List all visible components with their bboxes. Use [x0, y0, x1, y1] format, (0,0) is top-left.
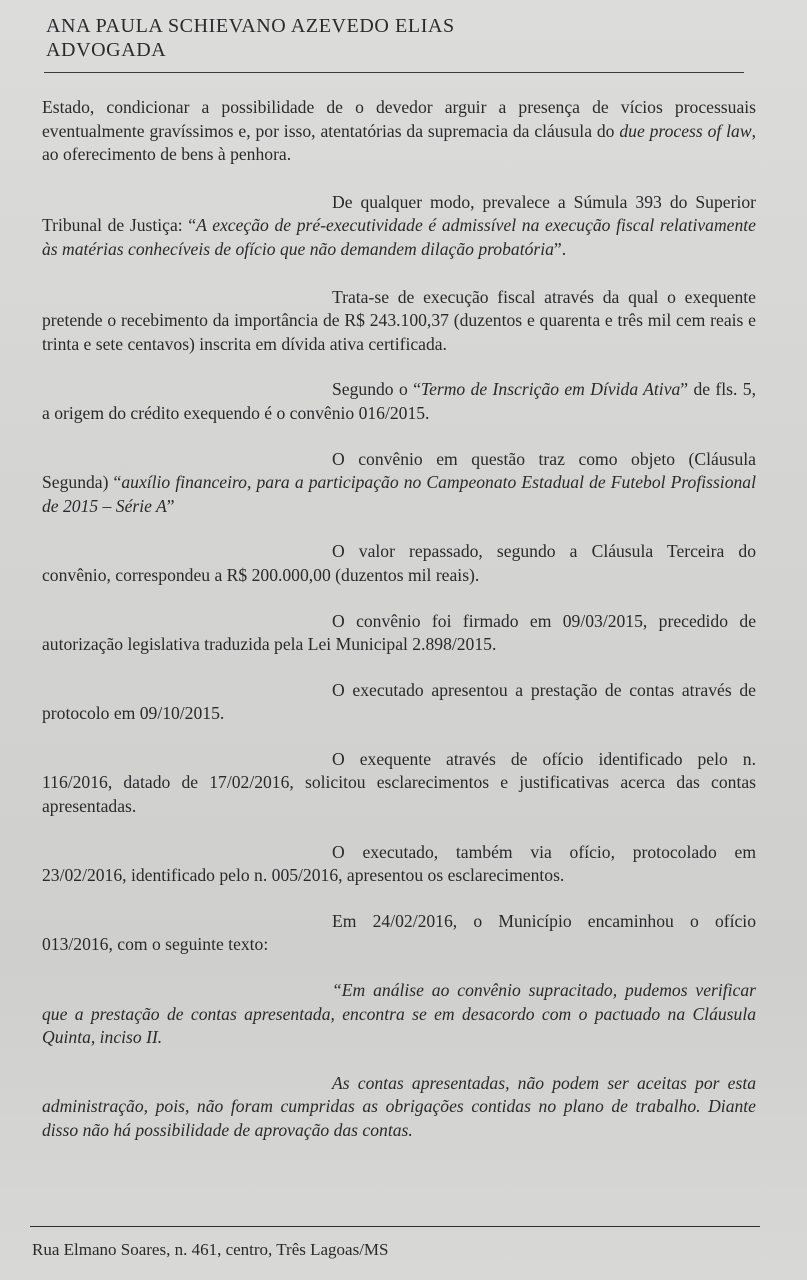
- header-rule: [44, 72, 744, 73]
- paragraph-5: O convênio em questão traz como objeto (Cláusula Segunda) “auxílio financeiro, para a participação no Campeonato Estadual de Futebol Profissional de 2015 – Série A”: [42, 448, 756, 516]
- document-body: [42, 96, 756, 1143]
- footer-address: Rua Elmano Soares, n. 461, centro, Três Lagoas/MS: [32, 1240, 389, 1259]
- paragraph-3: Trata-se de execução fiscal através da qual o exequente pretende o recebimento da importância de R$ 243.100,37 (duzentos e quarenta e três mil cem reais e trinta e sete centavos) inscrita em dívida ativa certificada.: [42, 286, 756, 354]
- paragraph-2: De qualquer modo, prevalece a Súmula 393 do Superior Tribunal de Justiça: “A exceção de pré-executividade é admissível na execução fiscal relativamente às matérias conhecíveis de ofício que não demandem dilação probatória”.: [42, 191, 756, 259]
- paragraph-8: O executado apresentou a prestação de contas através de protocolo em 09/10/2015.: [42, 679, 756, 724]
- paragraph-11: Em 24/02/2016, o Município encaminhou o ofício 013/2016, com o seguinte texto:: [42, 910, 756, 955]
- letterhead: [46, 14, 455, 62]
- quote-paragraph-2: As contas apresentadas, não podem ser aceitas por esta administração, pois, não foram cumpridas as obrigações contidas no plano de trabalho. Diante disso não há possibilidade de aprovação das contas.: [42, 1072, 756, 1140]
- paragraph-4: Segundo o “Termo de Inscrição em Dívida Ativa” de fls. 5, a origem do crédito exequendo é o convênio 016/2015.: [42, 379, 756, 423]
- paragraph-6: O valor repassado, segundo a Cláusula Terceira do convênio, correspondeu a R$ 200.000,00 (duzentos mil reais).: [42, 541, 756, 585]
- footer-rule: [30, 1226, 760, 1227]
- lawyer-name: ANA PAULA SCHIEVANO AZEVEDO ELIAS: [46, 15, 455, 37]
- paragraph-1: Estado, condicionar a possibilidade de o devedor arguir a presença de vícios processuais eventualmente gravíssimos e, por isso, atentatórias da supremacia da cláusula do due process of law, ao oferecimento de bens à penhora.: [42, 97, 756, 165]
- paragraph-9: O exequente através de ofício identificado pelo n. 116/2016, datado de 17/02/2016, solicitou esclarecimentos e justificativas acerca das contas apresentadas.: [42, 748, 756, 817]
- paragraph-10: O executado, também via ofício, protocolado em 23/02/2016, identificado pelo n. 005/2016, apresentou os esclarecimentos.: [42, 841, 756, 886]
- paragraph-7: O convênio foi firmado em 09/03/2015, precedido de autorização legislativa traduzida pela Lei Municipal 2.898/2015.: [42, 610, 756, 655]
- lawyer-title: ADVOGADA: [46, 39, 167, 61]
- quote-paragraph-1: “Em análise ao convênio supracitado, pudemos verificar que a prestação de contas apresentada, encontra se em desacordo com o pactuado na Cláusula Quinta, inciso II.: [42, 980, 756, 1048]
